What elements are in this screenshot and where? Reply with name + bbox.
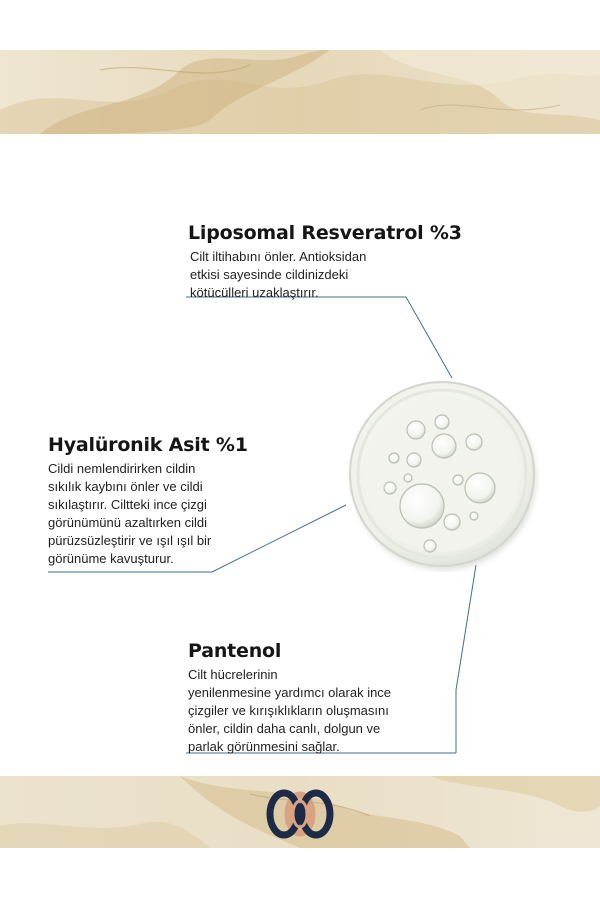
description-line: parlak görünmesini sağlar. [188, 739, 340, 754]
ingredient-resveratrol [188, 222, 488, 302]
petri-dish-serum-icon [344, 376, 540, 572]
ingredient-title: Pantenol [188, 640, 282, 662]
description-line: sıkılaştırır. Ciltteki ince çizgi [48, 497, 207, 512]
description-line: Cilt hücrelerinin [188, 667, 278, 682]
description-line: yenilenmesine yardımcı olarak ince [188, 685, 392, 700]
ingredient-description [188, 666, 468, 756]
ingredient-description [48, 460, 298, 568]
description-line: etkisi sayesinde cildinizdeki [190, 267, 349, 282]
description-line: çizgiler ve kırışıklıkların oluşmasını [188, 703, 389, 718]
description-line: kötücülleri uzaklaştırır. [190, 285, 319, 300]
ingredient-description [188, 248, 488, 302]
ingredient-title: Hyalüronik Asit %1 [48, 434, 248, 456]
interlocking-rings-logo-icon [260, 786, 340, 842]
ingredient-title: Liposomal Resveratrol %3 [188, 222, 462, 244]
description-line: sıkılık kaybını önler ve cildi [48, 479, 203, 494]
description-line: görünüme kavuşturur. [48, 551, 174, 566]
description-line: Cilt iltihabını önler. Antioksidan [190, 249, 367, 264]
ingredient-hyaluronic-acid [48, 434, 298, 568]
description-line: önler, cildin daha canlı, dolgun ve [188, 721, 381, 736]
description-line: Cildi nemlendirirken cildin [48, 461, 196, 476]
description-line: pürüzsüzleştirir ve ışıl ışıl bir [48, 533, 212, 548]
description-line: görünümünü azaltırken cildi [48, 515, 207, 530]
connector-line-resveratrol [186, 297, 452, 378]
ingredient-pantenol [188, 640, 468, 756]
